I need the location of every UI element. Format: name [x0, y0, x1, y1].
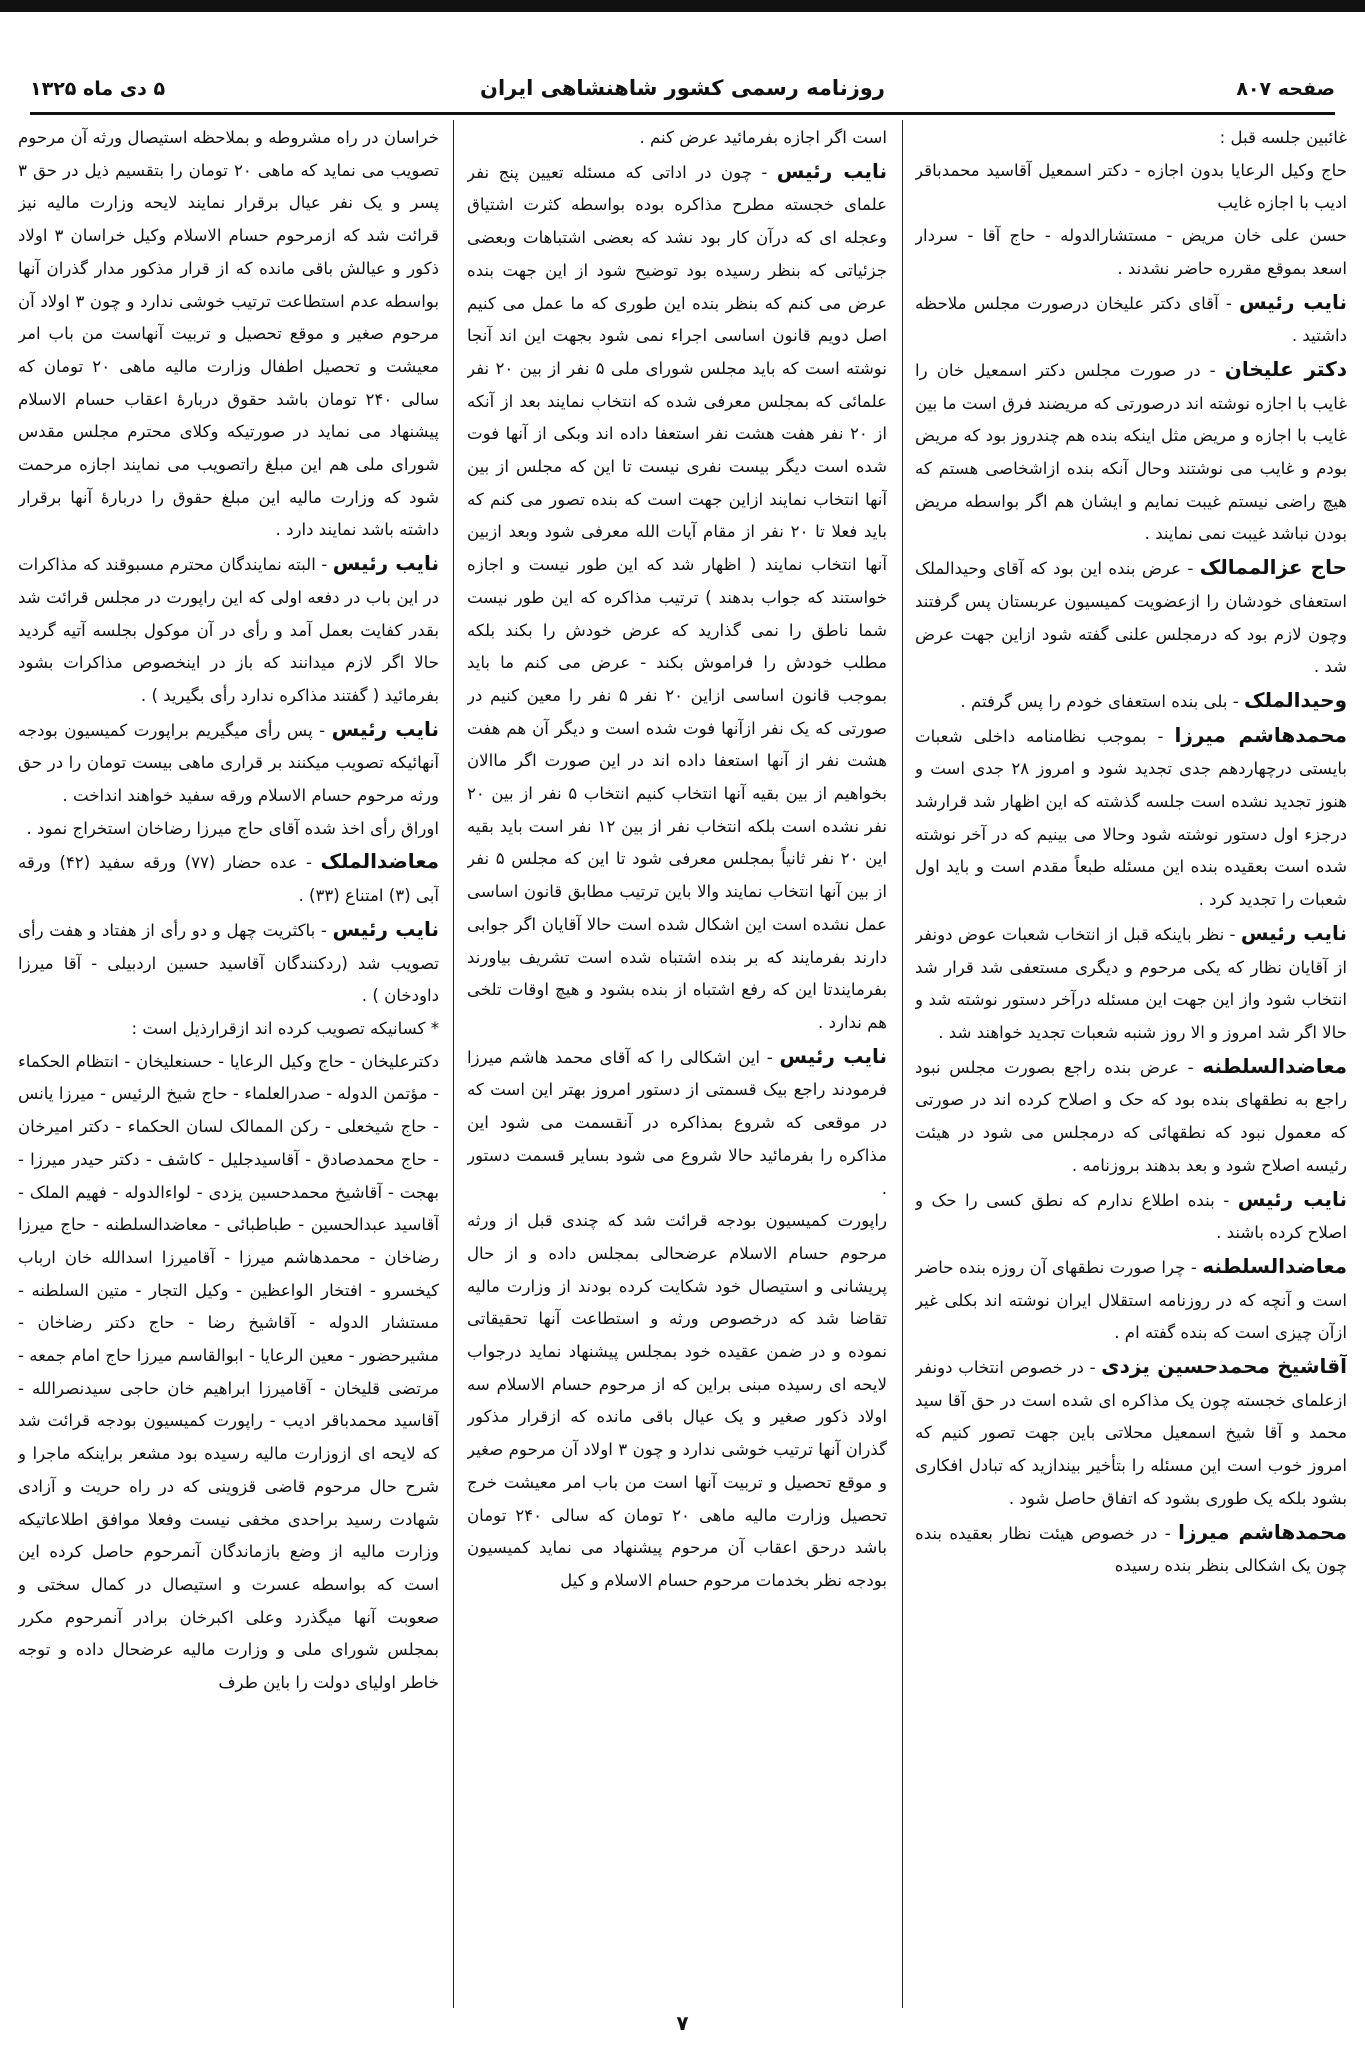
newspaper-title: روزنامه رسمی کشور شاهنشاهی ایران — [480, 76, 885, 100]
speaker-name: معاضدالسلطنه — [1202, 1253, 1347, 1278]
paragraph — [467, 122, 887, 155]
speaker-name: آقاشیخ محمدحسین یزدی — [1101, 1354, 1347, 1379]
speaker-name: وحیدالملک — [1244, 687, 1347, 712]
paragraph — [18, 547, 439, 713]
paragraph-text: * کسانیکه تصویب کرده اند ازقرارذیل است : — [131, 1018, 439, 1038]
page-label: صفحه ۸۰۷ — [1236, 78, 1335, 100]
paragraph — [915, 220, 1347, 285]
paragraph — [18, 1046, 439, 1700]
column-divider — [902, 120, 904, 2008]
paragraph-text: - البته نمایندگان محترم مسبوقند که مذاکرات در این باب در دفعه اولی که این راپورت در مجلس قرائت شد بقدر کفایت بعمل آمد و رأی در آن موکول بجلسه آتیه گردید حالا اگر لازم میدانند که باز در اینخصوص مذاکرات بشود بفرمائید ( گفتند مذاکره ندارد رأی بگیرید ) . — [18, 555, 439, 705]
column-left — [18, 122, 439, 2007]
paragraph — [18, 122, 439, 547]
paragraph — [915, 353, 1347, 551]
paragraph-text: حسن علی خان مریض - مستشارالدوله - حاج آقا - سردار اسعد بموقع مقرره حاضر نشدند . — [915, 226, 1347, 278]
paragraph-text: - پس رأی میگیریم براپورت کمیسیون بودجه آنهائیکه تصویب میکنند بر قراری ماهی بیست تومان را در حق ورثه مرحوم حسام الاسلام ورقه سفید خواهند انداخت . — [18, 720, 439, 806]
paragraph-text: - چون در اداتی که مسئله تعیین پنج نفر علمای خجسته مطرح مذاکره بوده بواسطه کثرت اشتیاق وعجله ای که درآن کار بود نشد که بعضی اشتباهات وبعضی جزئیاتی که بنظر رسیده بود توضیح شود از این جهت بنده عرض می کنم که بنظر بنده این طوری که ما عمل می کنیم اصل دویم قانون اساسی اجراء نمی شود بجهت این اند آنجا نوشته است که باید مجلس شورای ملی ۵ نفر از بین ۲۰ نفر علمائی که بمجلس معرفی شده که انتخاب نمایند بعد از آنکه از ۲۰ نفر هفت هشت نفر استعفا داده اند وبکی از آنها فوت شده است دیگر بیست نفری نیست تا این که مجلس از بین آنها انتخاب نمایند ازاین جهت است که بنده تصور می کنم که باید فعلا تا ۲۰ نفر از مقام آیات الله معرفی شود وبعد ازبین آنها انتخاب نمایند ( اظهار شد که این طور نیست و اجازه خواستند که جواب بدهند ) ترتیب مذاکره که این طور نیست شما ناطق را نمی گذارید که عرض خودش را بکند بلکه مطلب خودش را فراموش بکند - عرض می کنم ما باید بموجب قانون اساسی ازاین ۲۰ نفر ۵ نفر را معین کنیم در صورتی که یک نفر ازآنها فوت شده است و دیگر آن هم هفت هشت نفر از آنها استعفا داده اند در این صورت اگر ماالان بخواهیم از بین بقیه آنها انتخاب کنیم انتخاب ۵ نفر از بین ۲۰ نفر نشده است بلکه انتخاب نفر از بین ۱۲ نفر است باید بقیه این ۲۰ نفر ثانیاً بمجلس معرفی شود تا این که مجلس ۵ نفر از بین آنها انتخاب نمایند والا باین ترتیب مطابق قانون اساسی عمل نشده است این اشکال شده است حالا آقایان اگر جوابی دارند بفرمایند که بر بنده اشتباه شده است تشریف بیاورند بفرمایندتا این که رفع اشتباه از بنده بشود و هیچ اوقات تلخی هم ندارد . — [467, 162, 887, 1032]
column-right — [915, 122, 1347, 2007]
paragraph — [18, 713, 439, 813]
paragraph-text: - آقای دکتر علیخان درصورت مجلس ملاحظه داشتید . — [915, 293, 1347, 346]
paragraph — [467, 1040, 887, 1206]
page-number: ۷ — [676, 2011, 689, 2035]
speaker-name: محمدهاشم میرزا — [1178, 1519, 1347, 1544]
speaker-name: نایب رئیس — [332, 551, 439, 576]
paragraph-text: - بنده اطلاع ندارم که نطق کسی را حک و اصلاح کرده باشند . — [915, 1190, 1347, 1243]
speaker-name: دکتر علیخان — [1224, 356, 1347, 381]
paragraph — [915, 1183, 1347, 1250]
paragraph — [915, 122, 1347, 155]
paragraph-text: - در خصوص انتخاب دونفر ازعلمای خجسته چون یک مذاکره ای شده است در حق آقا سید محمد و آقا شیخ اسمعیل محلاتی باین جهت تصور کنیم که امروز خوب است این مسئله را بتأخیر بیندازید که تبادل افکاری بشود بلکه یک طوری بشود که اتفاق حاصل شود . — [915, 1358, 1347, 1508]
speaker-name: نایب رئیس — [1237, 1186, 1347, 1211]
paragraph — [915, 684, 1347, 719]
paragraph — [915, 1516, 1347, 1583]
paragraph-text: خراسان در راه مشروطه و بملاحظه استیصال ورثه آن مرحوم تصویب می نماید که ماهی ۲۰ تومان را بتقسیم ذیل در حق ۳ پسر و یک نفر عیال برقرار نمایند لایحه وزارت مالیه نیز قرائت شد که ازمرحوم حسام الاسلام وکیل خراسان ۳ اولاد ذکور و عیالش باقی مانده که از قرار مذکور مدار گذران آنها بواسطه عدم استطاعت ترتیب خوشی ندارد و چون ۳ اولاد آن مرحوم صغیر و موقع تحصیل و تربیت آنهاست من باب امر معیشت و تحصیل اطفال وزارت مالیه ماهی ۲۰ تومان که سالی ۲۴۰ تومان باشد حقوق دربارهٔ اعقاب حسام الاسلام پیشنهاد می نماید در صورتیکه وکلای محترم مجلس مقدس شورای ملی هم این مبلغ راتصویب می نمایند اجازه مرحمت شود که وزارت مالیه این مبلغ حقوق را دربارهٔ آنها برقرار داشته باشد نمایند دارد . — [18, 128, 439, 540]
paragraph — [18, 813, 439, 846]
speaker-name: نایب رئیس — [779, 1043, 887, 1068]
column-middle — [467, 122, 887, 2007]
paragraph-text: حاج وکیل الرعایا بدون اجازه - دکتر اسمعیل آقاسید محمدباقر ادیب با اجازه غایب — [915, 160, 1347, 213]
paragraph — [915, 1050, 1347, 1183]
speaker-name: نایب رئیس — [331, 716, 439, 741]
paragraph-text: - در صورت مجلس دکتر اسمعیل خان را غایب با اجازه نوشته اند درصورتی که مریضند فرق است ما بین غایب با اجازه و مریض مثل اینکه بنده هم چندروز بود که مریض بودم و غایب می نوشتند وحال آنکه بنده ازاشخاصی هستم که هیچ راضی نیستم غیبت نمایم و ایشان هم اگر بواسطه مریض بودن نباشد غیبت نمی نمایند . — [915, 360, 1347, 544]
paragraph — [915, 1350, 1347, 1516]
paragraph — [915, 719, 1347, 917]
page-header — [30, 70, 1335, 114]
speaker-name: نایب رئیس — [776, 158, 887, 183]
paragraph-text: - باکثریت چهل و دو رأی از هفتاد و هفت رأی تصویب شد (ردکنندگان آقاسید حسین اردبیلی - آقا میرزا داودخان ) . — [18, 920, 439, 1006]
paragraph-text: - این اشکالی را که آقای محمد هاشم میرزا فرمودند راجع بیک قسمتی از دستور امروز بهتر این است که در موقعی که شروع بمذاکره در آنقسمت می شود این مذاکره را بفرمائید حالا شروع می شود بسایر قسمت دستور . — [467, 1047, 887, 1198]
speaker-name: حاج عزالممالک — [1199, 555, 1347, 580]
speaker-name: معاضدالسلطنه — [1202, 1053, 1347, 1078]
paragraph — [915, 551, 1347, 684]
speaker-name: نایب رئیس — [332, 916, 439, 941]
paragraph-text: - نظر باینکه قبل از انتخاب شعبات عوض دونفر از آقایان نظار که یکی مرحوم و دیگری مستعفی شد قرار شد انتخاب شود واز این جهت این مسئله درآخر دستور نوشته شد و حالا اگر شد امروز و الا روز شنبه شعبات تجدید خواهند شد . — [915, 924, 1347, 1042]
paragraph — [915, 155, 1347, 220]
issue-date: ۵ دی ماه ۱۳۲۵ — [30, 78, 166, 100]
paragraph-text: - در خصوص هیئت نظار بعقیده بنده چون یک اشکالی بنظر بنده رسیده — [915, 1523, 1347, 1576]
paragraph-text: اوراق رأی اخذ شده آقای حاج میرزا رضاخان استخراج نمود . — [26, 818, 439, 838]
paragraph-text: است اگر اجازه بفرمائید عرض کنم . — [639, 128, 887, 147]
paragraph — [915, 286, 1347, 353]
speaker-name: نایب رئیس — [1240, 920, 1347, 945]
paragraph-text: - بموجب نظامنامه داخلی شعبات بایستی درچهاردهم جدی تجدید شود و امروز ۲۸ جدی است و هنوز تجدید نشده است جلسه گذشته که این اظهار شد قرارشد درجزء اول دستور نوشته شود وحالا می بینیم که در آخر نوشته شده است بعقیده بنده این مسئله طبعاً مقدم است و باید اول شعبات را تجدید کرد . — [915, 726, 1347, 910]
paragraph — [915, 1250, 1347, 1350]
paragraph — [18, 845, 439, 912]
paragraph-text: - عرض بنده راجع بصورت مجلس نبود راجع به نطقهای بنده بود که حک و اصلاح کرده اند در صورتی که معمول نبود که نطقهائی که درمجلس می شود در هیئت رئیسه اصلاح شود و بعد بدهند بروزنامه . — [915, 1057, 1347, 1175]
paragraph-text: - بلی بنده استعفای خودم را پس گرفتم . — [960, 691, 1245, 711]
speaker-name: محمدهاشم میرزا — [1174, 722, 1347, 747]
speaker-name: معاضدالملک — [320, 849, 439, 874]
paragraph-text: غائبین جلسه قبل : — [1219, 128, 1347, 147]
paragraph-text: دکترعلیخان - حاج وکیل الرعایا - حسنعلیخان - انتظام الحکماء - مؤتمن الدوله - صدرالعلماء - حاج شیخ الرئیس - میرزا یانس - حاج شیخعلی - رکن الممالک لسان الحکماء - دکتر امیرخان - حاج محمدصادق - آقاسیدجلیل - کاشف - دکتر حیدر میرزا - بهجت - آقاشیخ محمدحسین یزدی - لواءالدوله - فهیم الملک - آقاسید عبدالحسین - طباطبائی - معاضدالسلطنه - حاج میرزا رضاخان - محمدهاشم میرزا - آقامیرزا اسدالله خان ارباب کیخسرو - افتخار الواعظین - وکیل التجار - متین السلطنه - مستشار الدوله - آقاشیخ رضا - حاج دکتر رضاخان - مشیرحضور - معین الرعایا - ابوالقاسم میرزا حاج امام جمعه - مرتضی قلیخان - آقامیرزا ابراهیم خان حاجی سیدنصرالله - آقاسید محمدباقر ادیب - راپورت کمیسیون بودجه قرائت شد که لایحه ای ازوزارت مالیه رسیده بود مشعر براینکه ماجرا و شرح حال مرحوم قاضی قزوینی که در راه حریت و آزادی شهادت رسید براحدی مخفی نیست وفعلا موافق اطلاعاتیکه وزارت مالیه از وضع بازماندگان آنمرحوم حاصل کرده این است که بواسطه عسرت و استیصال در کمال سختی و صعوبت آنها میگذرد وعلی اکبرخان برادر آنمرحوم مکرر بمجلس شورای ملی و وزارت مالیه عرضحال داده و توجه خاطر اولیای دولت را باین طرف — [18, 1051, 439, 1693]
paragraph-text: - عده حضار (۷۷) ورقه سفید (۴۲) ورقه آبی (۳) امتناع (۳۳) . — [18, 853, 439, 906]
paragraph — [467, 155, 887, 1040]
scan-edge — [0, 0, 1365, 12]
paragraph-text: راپورت کمیسیون بودجه قرائت شد که چندی قبل از ورثه مرحوم حسام الاسلام عرضحالی بمجلس داده و از حال پریشانی و استیصال خود شکایت کرده بودند از وزارت مالیه تقاضا شد که درخصوص ورثه و استطاعت آنها تحقیقاتی نموده و در ضمن عقیده خود بمجلس پیشنهاد نماید درجواب لایحه ای رسیده مبنی براین که از مرحوم حسام الاسلام سه اولاد ذکور صغیر و یک عیال باقی مانده که ازقرار مذکور گذران آنها ترتیب خوشی ندارد و چون ۳ اولاد آن مرحوم صغیر و موقع تحصیل و تربیت آنها است من باب امر معیشت خرج تحصیل وزارت مالیه ماهی ۲۰ تومان که سالی ۲۴۰ تومان باشد درحق اعقاب آن مرحوم پیشنهاد می نماید کمیسیون بودجه نظر بخدمات مرحوم حسام الاسلام و کیل — [467, 1211, 887, 1590]
paragraph — [467, 1205, 887, 1597]
paragraph — [18, 1013, 439, 1046]
paragraph — [18, 913, 439, 1013]
paragraph — [915, 917, 1347, 1050]
header-rule — [30, 112, 1335, 115]
column-divider — [453, 120, 455, 2008]
speaker-name: نایب رئیس — [1239, 289, 1347, 314]
paragraph-text: - عرض بنده این بود که آقای وحیدالملک استعفای خودشان را ازعضویت کمیسیون عربستان پس گرفتند وچون لازم بود که درمجلس علنی گفته شود ازاین جهت عرض شد . — [915, 559, 1347, 677]
paragraph-text: - چرا صورت نطقهای آن روزه بنده حاضر است و آنچه که در روزنامه استقلال ایران نوشته اند بکلی غیر ازآن چیزی است که بنده گفته ام . — [915, 1257, 1347, 1343]
